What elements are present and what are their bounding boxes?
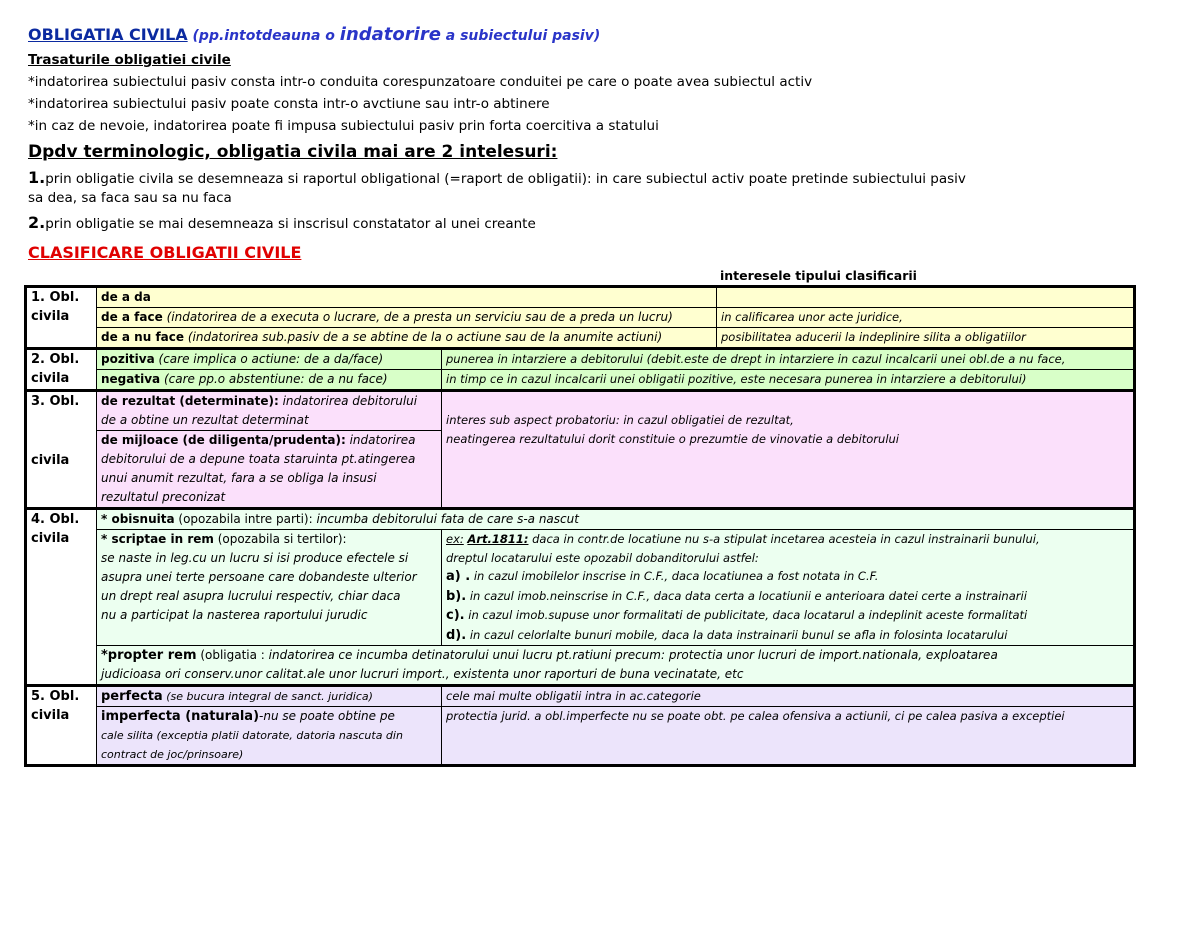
table-row: [26, 646, 1135, 686]
group-5-label: 5. Obl. civila: [26, 686, 97, 766]
g2-interes-2: in timp ce in cazul incalcarii unei obligatii pozitive, este necesara punerea in intarziere a debitorului): [442, 370, 1135, 391]
table-row: [26, 287, 1135, 308]
g3-de-rezultat: de rezultat (determinate): indatorirea debitorului de a obtine un rezultat determinat: [97, 391, 442, 431]
table-row: [26, 308, 1135, 328]
g1-de-a-nu-face: de a nu face (indatorirea sub.pasiv de a se abtine de la o actiune sau de la anumite actiuni): [97, 328, 717, 349]
meaning-2-number: 2.: [28, 213, 46, 232]
interese-column-header: interesele tipului clasificarii: [720, 268, 917, 283]
classification-table: [24, 285, 1136, 767]
g3-de-mijloace: de mijloace (de diligenta/prudenta): indatorirea debitorului de a depune toata staruinta pt.atingerea unui anumit rezultat, fara a se obliga la insusi rezultatul preconizat: [97, 431, 442, 509]
document-title: [28, 24, 600, 45]
clasificare-heading: CLASIFICARE OBLIGATII CIVILE: [28, 243, 302, 262]
g2-pozitiva: pozitiva (care implica o actiune: de a da/face): [97, 349, 442, 370]
table-row: [26, 686, 1135, 707]
table-row: [26, 328, 1135, 349]
group-2-label: 2. Obl. civila: [26, 349, 97, 391]
table-row: [26, 370, 1135, 391]
title-paren-close: a subiectului pasiv): [440, 28, 601, 44]
title-paren-open: (pp.intotdeauna o: [187, 28, 340, 44]
title-emphasis: indatorire: [339, 24, 441, 45]
g1-de-a-da: de a da: [97, 287, 717, 308]
g5-interes-perfecta: cele mai multe obligatii intra in ac.categorie: [442, 686, 1135, 707]
table-row: [26, 509, 1135, 530]
meaning-1-text: prin obligatie civila se desemneaza si raportul obligational (=raport de obligatii): in care subiectul activ poate pretinde subiectului pasiv: [45, 171, 966, 187]
g5-imperfecta: imperfecta (naturala)-nu se poate obtine pe cale silita (exceptia platii datorate, datoria nascuta din contract de joc/prinsoare): [97, 707, 442, 766]
group-1-label: 1. Obl. civila: [26, 287, 97, 349]
meaning-1-continuation: sa dea, sa faca sau sa nu faca: [28, 190, 232, 206]
g1-interes-2: posibilitatea aducerii la indeplinire silita a obligatiilor: [717, 328, 1135, 349]
group-4-label: 4. Obl. civila: [26, 509, 97, 686]
g4-propter-rem: *propter rem (obligatia : indatorirea ce incumba detinatorului unui lucru pt.ratiuni precum: protectia unor lucruri de import.nationala, exploatarea judicioasa ori conserv.unor calitat.ale unor lucruri import., existenta unor raporturi de buna vecinatate, etc: [97, 646, 1135, 686]
group-3-label: 3. Obl. civila: [26, 391, 97, 509]
trasaturi-heading: Trasaturile obligatiei civile: [28, 52, 231, 68]
table-row: [26, 349, 1135, 370]
g3-interes: interes sub aspect probatoriu: in cazul obligatiei de rezultat, neatingerea rezultatului dorit constituie o prezumtie de vinovatie a debitorului: [442, 391, 1135, 509]
g2-negativa: negativa (care pp.o abstentiune: de a nu face): [97, 370, 442, 391]
g1-right-empty: [717, 287, 1135, 308]
dpdv-heading: Dpdv terminologic, obligatia civila mai are 2 intelesuri:: [28, 142, 558, 162]
table-row: [26, 391, 1135, 431]
meaning-2: [28, 213, 536, 232]
g4-obisnuita: * obisnuita (opozabila intre parti): incumba debitorului fata de care s-a nascut: [97, 509, 1135, 530]
g1-interes-1: in calificarea unor acte juridice,: [717, 308, 1135, 328]
g5-perfecta: perfecta (se bucura integral de sanct. juridica): [97, 686, 442, 707]
table-row: [26, 707, 1135, 766]
g4-scriptae-in-rem: * scriptae in rem (opozabila si tertilor): se naste in leg.cu un lucru si isi produce efectele si asupra unei terte persoane care dobandeste ulterior un drept real asupra lucrului respectiv, chiar daca nu a participat la nasterea raportului jurudic: [97, 530, 442, 646]
g1-de-a-face: de a face (indatorirea de a executa o lucrare, de a presta un serviciu sau de a preda un lucru): [97, 308, 717, 328]
g5-interes-imperfecta: protectia jurid. a obl.imperfecte nu se poate obt. pe calea ofensiva a actiunii, ci pe calea pasiva a exceptiei: [442, 707, 1135, 766]
g4-exemplu: ex: Art.1811: daca in contr.de locatiune nu s-a stipulat incetarea acesteia in cazul instrainarii bunului, dreptul locatarului este opozabil dobanditorului astfel: a) . in cazul imobilelor inscrise in C.F., daca locatiunea a fost notata in C.F. b). in cazul imob.neinscrise in C.F., daca data certa a locatiunii e anterioara datei certe a instrainarii c). in cazul imob.supuse unor formalitati de publicitate, daca locatarul a indeplinit aceste formalitati d). in cazul celorlalte bunuri mobile, daca la data instrainarii bunul se afla in folosinta locatarului: [442, 530, 1135, 646]
trasatura-3: *in caz de nevoie, indatorirea poate fi impusa subiectului pasiv prin forta coercitiva a statului: [28, 118, 659, 134]
g2-interes-1: punerea in intarziere a debitorului (debit.este de drept in intarziere in cazul incalcarii unei obl.de a nu face,: [442, 349, 1135, 370]
title-main: OBLIGATIA CIVILA: [28, 25, 188, 44]
trasatura-1: *indatorirea subiectului pasiv consta intr-o conduita corespunzatoare conduitei pe care o poate avea subiectul activ: [28, 74, 813, 90]
table-row: [26, 530, 1135, 646]
trasatura-2: *indatorirea subiectului pasiv poate consta intr-o avctiune sau intr-o abtinere: [28, 96, 550, 112]
meaning-1: [28, 168, 966, 187]
meaning-1-number: 1.: [28, 168, 46, 187]
meaning-2-text: prin obligatie se mai desemneaza si inscrisul constatator al unei creante: [45, 216, 536, 232]
